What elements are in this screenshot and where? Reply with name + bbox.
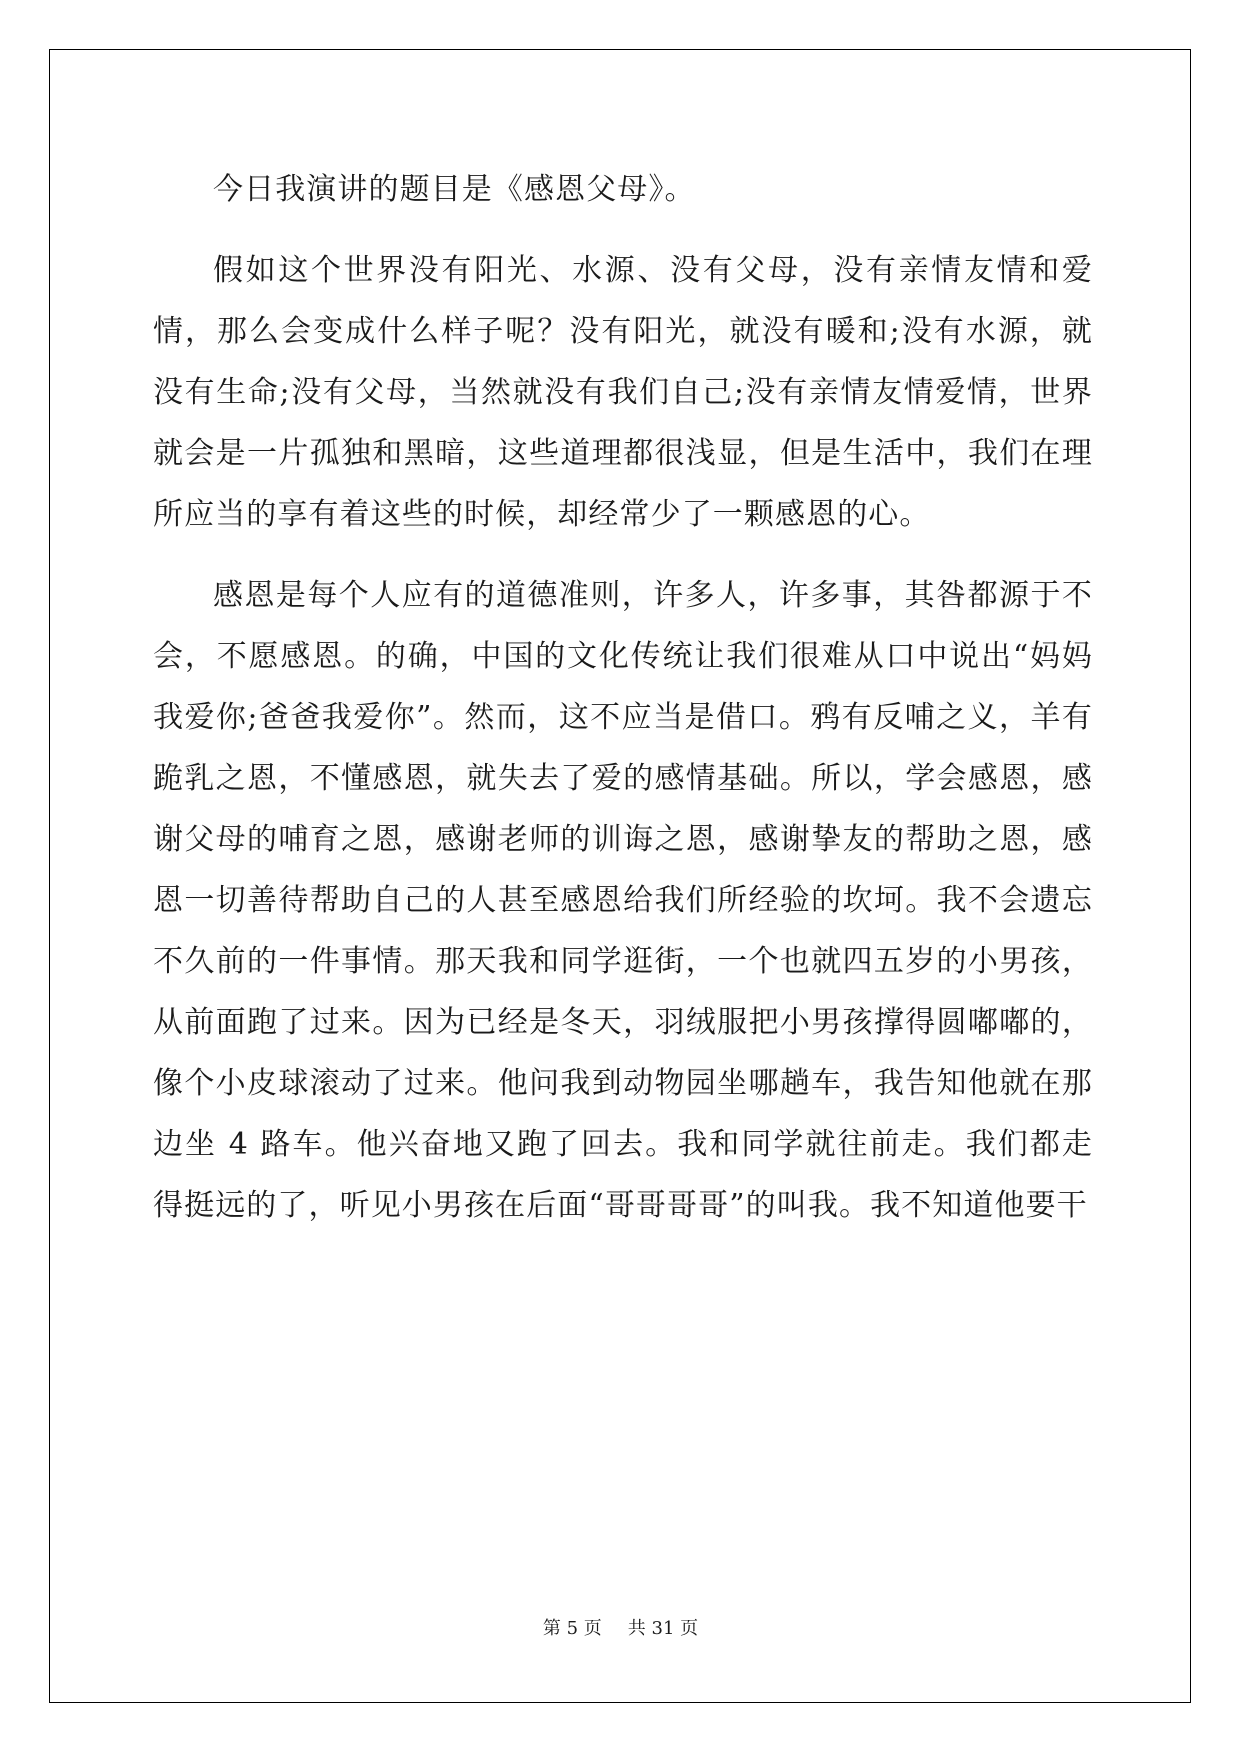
document-body (153, 159, 1093, 1236)
page-number: 第 5 页 (542, 1618, 602, 1639)
page-footer (0, 1617, 1241, 1641)
paragraph-gratitude-story: 感恩是每个人应有的道德准则，许多人，许多事，其咎都源于不会，不愿感恩。的确，中国的文化传统让我们很难从口中说出“妈妈我爱你;爸爸我爱你”。然而，这不应当是借口。鸦有反哺之义，羊有跪乳之恩，不懂感恩，就失去了爱的感情基础。所以，学会感恩，感谢父母的哺育之恩，感谢老师的训诲之恩，感谢挚友的帮助之恩，感恩一切善待帮助自己的人甚至感恩给我们所经验的坎坷。我不会遗忘不久前的一件事情。那天我和同学逛街，一个也就四五岁的小男孩，从前面跑了过来。因为已经是冬天，羽绒服把小男孩撑得圆嘟嘟的，像个小皮球滚动了过来。他问我到动物园坐哪趟车，我告知他就在那边坐 4 路车。他兴奋地又跑了回去。我和同学就往前走。我们都走得挺远的了，听见小男孩在后面“哥哥哥哥”的叫我。我不知道他要干 (153, 578, 1093, 1223)
page-total: 共 31 页 (627, 1618, 699, 1639)
paragraph-title-intro: 今日我演讲的题目是《感恩父母》。 (213, 172, 696, 207)
paragraph-world-without: 假如这个世界没有阳光、水源、没有父母，没有亲情友情和爱情，那么会变成什么样子呢？没有阳光，就没有暖和;没有水源，就没有生命;没有父母，当然就没有我们自己;没有亲情友情爱情，世界就会是一片孤独和黑暗，这些道理都很浅显，但是生活中，我们在理所应当的享有着这些的时候，却经常少了一颗感恩的心。 (153, 253, 1093, 532)
